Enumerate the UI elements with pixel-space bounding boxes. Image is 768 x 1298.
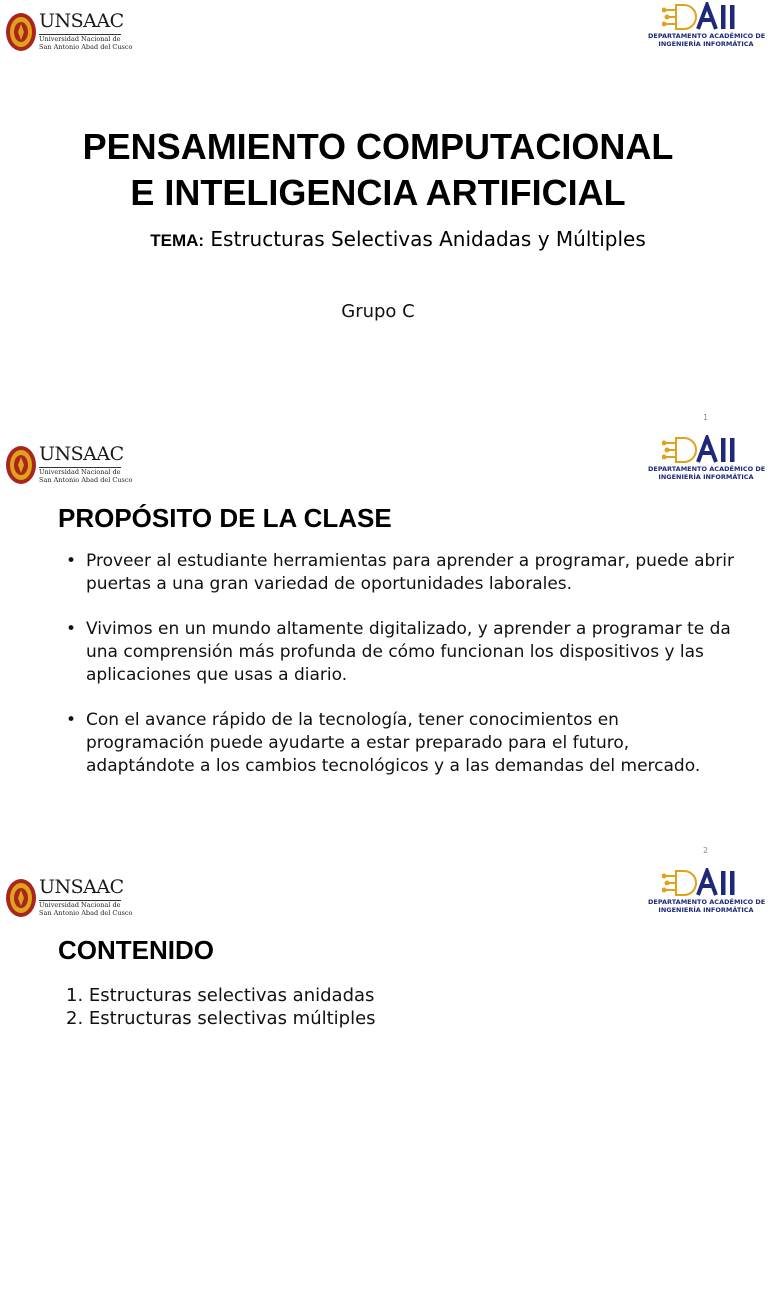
slide-heading: CONTENIDO <box>58 935 214 965</box>
university-subtitle-line1: Universidad Nacional de <box>39 35 121 43</box>
university-subtitle <box>39 35 133 51</box>
daii-logo <box>648 868 764 918</box>
department-line2: INGENIERÍA INFORMÁTICA <box>658 473 754 481</box>
department-name <box>648 32 764 48</box>
daii-logo <box>648 435 764 485</box>
department-line2: INGENIERÍA INFORMÁTICA <box>658 40 754 48</box>
course-title-line2: E INTELIGENCIA ARTIFICIAL <box>130 172 626 213</box>
university-subtitle-line2: San Antonio Abad del Cusco <box>39 476 133 484</box>
department-name <box>648 898 764 914</box>
university-seal-icon <box>5 878 37 918</box>
slide-1 <box>0 0 768 432</box>
bullet-icon: • <box>66 710 77 730</box>
group-label: Grupo C <box>341 301 415 322</box>
university-name: UNSAAC <box>39 443 124 465</box>
list-item <box>62 709 742 778</box>
department-line1: DEPARTAMENTO ACADÉMICO DE <box>648 465 766 473</box>
purpose-list <box>62 550 742 800</box>
daii-mark-icon <box>662 2 752 32</box>
topic-subtitle <box>0 227 768 251</box>
department-line1: DEPARTAMENTO ACADÉMICO DE <box>648 898 766 906</box>
list-item-text: Proveer al estudiante herramientas para aprender a programar, puede abrir puertas a una gran variedad de oportunidades laborales. <box>86 551 734 594</box>
tema-label: TEMA: <box>150 231 205 250</box>
list-item-text: Con el avance rápido de la tecnología, tener conocimientos en programación puede ayudarte a estar preparado para el futuro, adaptándote a los cambios tecnológicos y a las demandas del mercado. <box>86 710 701 776</box>
contents-list <box>66 984 376 1030</box>
university-subtitle <box>39 468 133 484</box>
list-item <box>62 618 742 687</box>
bullet-icon: • <box>66 551 77 571</box>
slide-heading: PROPÓSITO DE LA CLASE <box>58 503 392 533</box>
daii-mark-icon <box>662 435 752 465</box>
slide-number: 2 <box>703 846 709 855</box>
department-line2: INGENIERÍA INFORMÁTICA <box>658 906 754 914</box>
university-subtitle-line1: Universidad Nacional de <box>39 901 121 909</box>
slide-2 <box>0 433 768 865</box>
list-item <box>62 550 742 596</box>
university-name: UNSAAC <box>39 10 124 32</box>
university-subtitle-line2: San Antonio Abad del Cusco <box>39 909 133 917</box>
slide-number: 1 <box>703 413 709 422</box>
bullet-icon: • <box>66 619 77 639</box>
department-line1: DEPARTAMENTO ACADÉMICO DE <box>648 32 766 40</box>
university-name: UNSAAC <box>39 876 124 898</box>
university-subtitle-line1: Universidad Nacional de <box>39 468 121 476</box>
list-item: 2. Estructuras selectivas múltiples <box>66 1008 376 1029</box>
university-subtitle <box>39 901 133 917</box>
course-title-line1: PENSAMIENTO COMPUTACIONAL <box>82 126 674 167</box>
list-item: 1. Estructuras selectivas anidadas <box>66 985 375 1006</box>
university-subtitle-line2: San Antonio Abad del Cusco <box>39 43 133 51</box>
tema-text: Estructuras Selectivas Anidadas y Múltiples <box>210 227 646 251</box>
department-name <box>648 465 764 481</box>
course-title <box>0 124 756 216</box>
daii-logo <box>648 2 764 52</box>
unsaac-logo <box>5 10 133 54</box>
university-seal-icon <box>5 445 37 485</box>
university-seal-icon <box>5 12 37 52</box>
unsaac-logo <box>5 876 133 920</box>
daii-mark-icon <box>662 868 752 898</box>
slide-3 <box>0 866 768 1298</box>
list-item-text: Vivimos en un mundo altamente digitalizado, y aprender a programar te da una comprensión más profunda de cómo funcionan los dispositivos y las aplicaciones que usas a diario. <box>86 619 731 685</box>
unsaac-logo <box>5 443 133 487</box>
